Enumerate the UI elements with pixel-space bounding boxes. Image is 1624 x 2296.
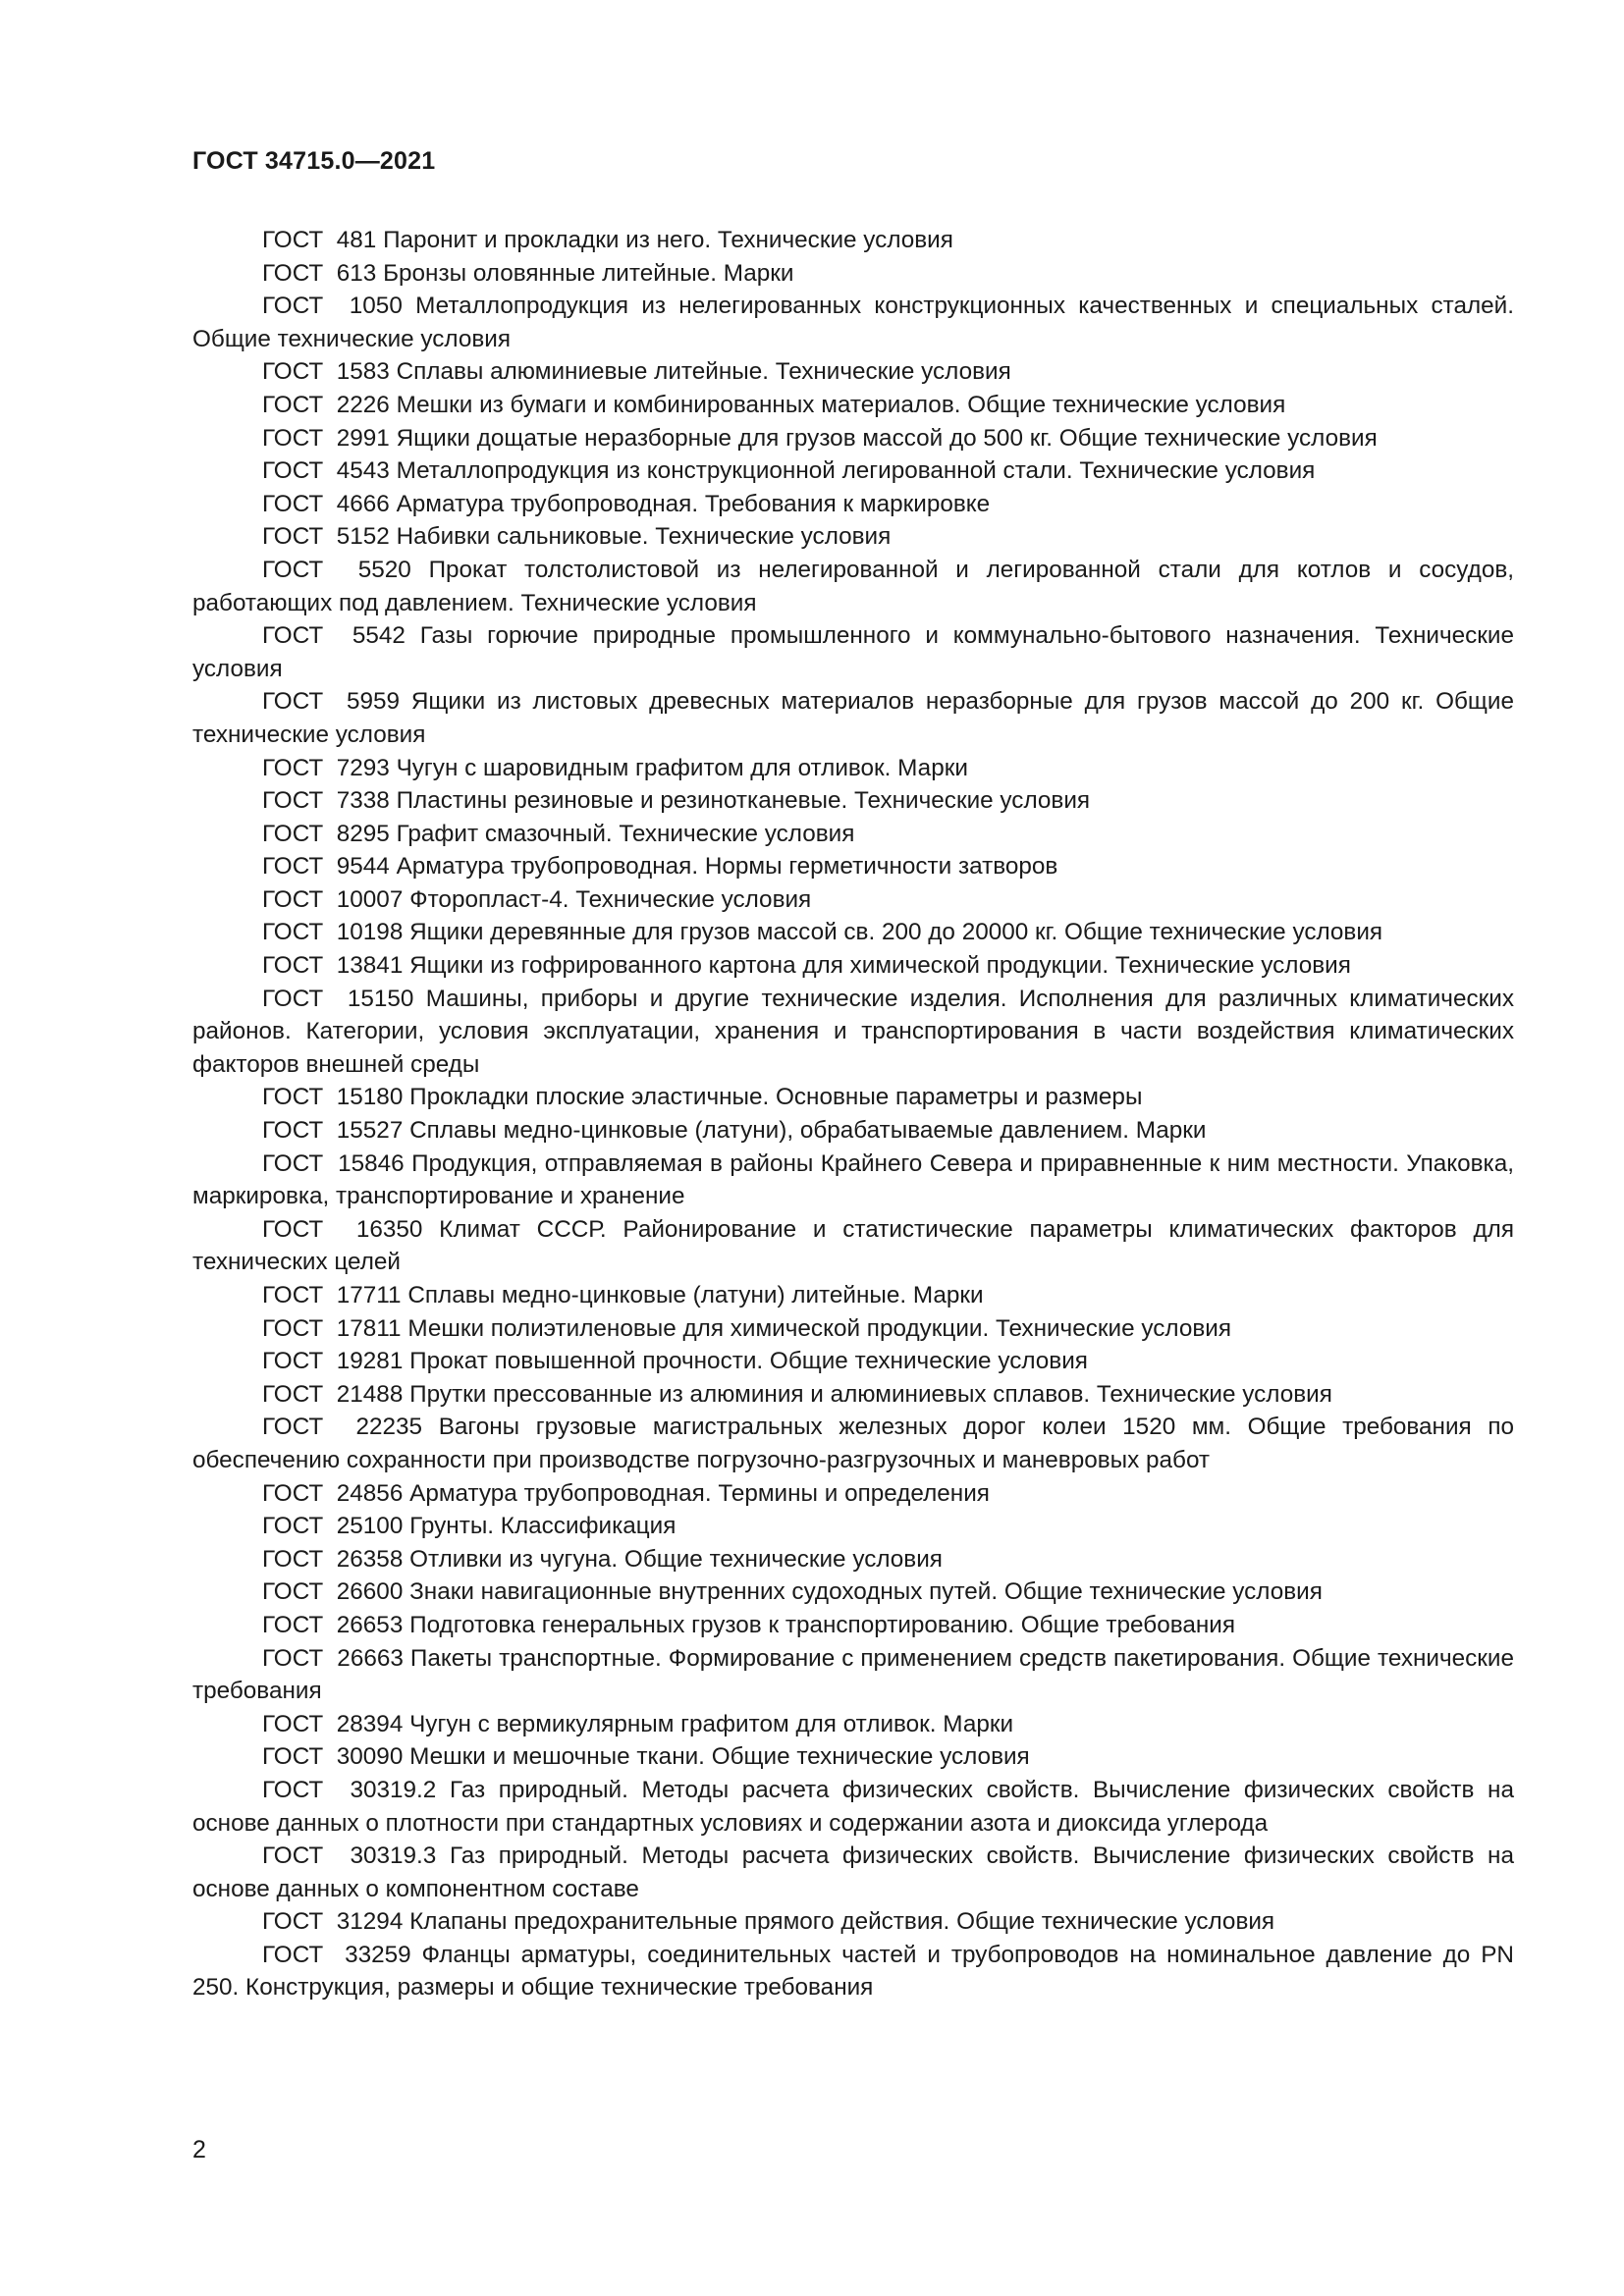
reference-code: ГОСТ 9544 xyxy=(262,853,390,881)
reference-code: ГОСТ 2991 xyxy=(262,424,390,452)
reference-code: ГОСТ 15150 xyxy=(262,985,414,1012)
reference-code: ГОСТ 4666 xyxy=(262,490,390,517)
reference-title: Бронзы оловянные литейные. Марки xyxy=(383,259,794,287)
reference-item xyxy=(192,619,1514,685)
reference-title: Вагоны грузовые магистральных железных дорог колеи 1520 мм. Общие требования по обеспечению сохранности при производстве погрузочно-разгрузочных и маневровых работ xyxy=(192,1414,1514,1473)
reference-title: Отливки из чугуна. Общие технические условия xyxy=(409,1545,943,1573)
reference-title: Газ природный. Методы расчета физических свойств. Вычисление физических свойств на основе данных о плотности при стандартных условиях и содержании азота и диоксида углерода xyxy=(192,1776,1514,1837)
reference-item xyxy=(192,1279,1514,1312)
reference-code: ГОСТ 2226 xyxy=(262,391,390,418)
reference-title: Машины, приборы и другие технические изделия. Исполнения для различных климатических районов. Категории, условия эксплуатации, хранения и транспортирования в части воздействия климатических факторов внешней среды xyxy=(192,985,1514,1078)
reference-item xyxy=(192,1708,1514,1741)
reference-item xyxy=(192,422,1514,455)
reference-item xyxy=(192,1312,1514,1346)
reference-code: ГОСТ 1583 xyxy=(262,358,390,386)
reference-code: ГОСТ 481 xyxy=(262,227,377,253)
reference-item xyxy=(192,1575,1514,1609)
reference-title: Металлопродукция из конструкционной легированной стали. Технические условия xyxy=(396,457,1316,485)
reference-title: Мешки и мешочные ткани. Общие технические условия xyxy=(409,1743,1030,1771)
reference-title: Паронит и прокладки из него. Технические условия xyxy=(383,227,953,253)
reference-item xyxy=(192,1543,1514,1576)
reference-code: ГОСТ 33259 xyxy=(262,1941,411,1968)
reference-code: ГОСТ 21488 xyxy=(262,1380,404,1408)
reference-title: Набивки сальниковые. Технические условия xyxy=(396,523,892,551)
reference-code: ГОСТ 24856 xyxy=(262,1479,404,1507)
reference-title: Сплавы медно-цинковые (латуни), обрабатываемые давлением. Марки xyxy=(409,1117,1207,1145)
reference-title: Сплавы алюминиевые литейные. Технические условия xyxy=(396,358,1011,386)
reference-code: ГОСТ 28394 xyxy=(262,1710,404,1737)
reference-item xyxy=(192,850,1514,883)
reference-title: Чугун с шаровидным графитом для отливок. Марки xyxy=(396,754,968,781)
reference-title: Чугун с вермикулярным графитом для отливок. Марки xyxy=(409,1710,1014,1737)
reference-item xyxy=(192,1740,1514,1774)
reference-code: ГОСТ 26653 xyxy=(262,1611,404,1638)
reference-item xyxy=(192,685,1514,751)
reference-title: Фторопласт-4. Технические условия xyxy=(409,885,812,913)
reference-code: ГОСТ 8295 xyxy=(262,820,390,847)
reference-code: ГОСТ 7338 xyxy=(262,787,390,815)
reference-code: ГОСТ 25100 xyxy=(262,1513,404,1540)
reference-title: Ящики из листовых древесных материалов неразборные для грузов массой до 200 кг. Общие технические условия xyxy=(192,688,1514,748)
page-number: 2 xyxy=(192,2136,206,2163)
reference-title: Арматура трубопроводная. Требования к маркировке xyxy=(396,490,991,517)
reference-code: ГОСТ 5152 xyxy=(262,523,390,551)
reference-item xyxy=(192,1905,1514,1939)
reference-title: Грунты. Классификация xyxy=(409,1513,677,1540)
reference-title: Арматура трубопроводная. Термины и определения xyxy=(409,1479,990,1507)
reference-title: Ящики деревянные для грузов массой св. 200 до 20000 кг. Общие технические условия xyxy=(409,919,1383,946)
reference-title: Подготовка генеральных грузов к транспортированию. Общие требования xyxy=(409,1611,1236,1638)
reference-item xyxy=(192,1840,1514,1905)
reference-code: ГОСТ 31294 xyxy=(262,1908,404,1936)
reference-item xyxy=(192,1213,1514,1279)
reference-code: ГОСТ 10198 xyxy=(262,919,404,946)
reference-code: ГОСТ 13841 xyxy=(262,952,404,980)
reference-code: ГОСТ 19281 xyxy=(262,1348,404,1375)
reference-title: Пластины резиновые и резинотканевые. Технические условия xyxy=(396,787,1091,815)
reference-title: Климат СССР. Районирование и статистические параметры климатических факторов для технических целей xyxy=(192,1215,1514,1276)
reference-item xyxy=(192,1609,1514,1642)
reference-code: ГОСТ 26358 xyxy=(262,1545,404,1573)
reference-title: Мешки полиэтиленовые для химической продукции. Технические условия xyxy=(407,1314,1231,1342)
reference-item xyxy=(192,752,1514,785)
reference-item xyxy=(192,1939,1514,2004)
reference-title: Ящики дощатые неразборные для грузов массой до 500 кг. Общие технические условия xyxy=(396,424,1378,452)
reference-item xyxy=(192,520,1514,554)
reference-title: Ящики из гофрированного картона для химической продукции. Технические условия xyxy=(409,952,1351,980)
reference-item xyxy=(192,983,1514,1082)
reference-code: ГОСТ 30319.3 xyxy=(262,1842,437,1870)
reference-title: Прутки прессованные из алюминия и алюминиевых сплавов. Технические условия xyxy=(409,1380,1332,1408)
reference-item xyxy=(192,784,1514,818)
reference-code: ГОСТ 10007 xyxy=(262,885,404,913)
reference-code: ГОСТ 17711 xyxy=(262,1282,402,1308)
reference-item xyxy=(192,1477,1514,1511)
reference-title: Прокладки плоские эластичные. Основные параметры и размеры xyxy=(409,1084,1143,1111)
reference-code: ГОСТ 15846 xyxy=(262,1149,405,1177)
reference-item xyxy=(192,1114,1514,1148)
reference-item xyxy=(192,1411,1514,1476)
reference-item xyxy=(192,454,1514,488)
reference-title: Металлопродукция из нелегированных конструкционных качественных и специальных сталей. Общие технические условия xyxy=(192,293,1514,352)
reference-code: ГОСТ 15527 xyxy=(262,1117,404,1145)
reference-item xyxy=(192,1642,1514,1708)
normative-references-list xyxy=(192,224,1514,2004)
reference-item xyxy=(192,1510,1514,1543)
reference-item xyxy=(192,1081,1514,1114)
reference-title: Прокат толстолистовой из нелегированной и легированной стали для котлов и сосудов, работающих под давлением. Технические условия xyxy=(192,556,1514,616)
reference-item xyxy=(192,1378,1514,1412)
reference-title: Графит смазочный. Технические условия xyxy=(396,820,855,847)
reference-code: ГОСТ 4543 xyxy=(262,457,390,485)
reference-title: Фланцы арматуры, соединительных частей и трубопроводов на номинальное давление до PN 250. Конструкция, размеры и общие технические требования xyxy=(192,1941,1514,2002)
reference-item xyxy=(192,389,1514,422)
reference-item xyxy=(192,257,1514,291)
reference-code: ГОСТ 5520 xyxy=(262,556,411,583)
reference-title: Прокат повышенной прочности. Общие технические условия xyxy=(409,1348,1088,1375)
reference-title: Клапаны предохранительные прямого действия. Общие технические условия xyxy=(409,1908,1275,1936)
reference-title: Газы горючие природные промышленного и коммунально-бытового назначения. Технические условия xyxy=(192,622,1514,682)
reference-code: ГОСТ 15180 xyxy=(262,1084,404,1111)
reference-code: ГОСТ 22235 xyxy=(262,1414,423,1441)
reference-title: Мешки из бумаги и комбинированных материалов. Общие технические условия xyxy=(396,391,1286,418)
reference-title: Пакеты транспортные. Формирование с применением средств пакетирования. Общие технические требования xyxy=(192,1644,1514,1705)
reference-code: ГОСТ 5959 xyxy=(262,688,401,716)
reference-item xyxy=(192,1774,1514,1840)
reference-item xyxy=(192,1345,1514,1378)
reference-item xyxy=(192,949,1514,983)
reference-code: ГОСТ 5542 xyxy=(262,622,406,650)
reference-code: ГОСТ 30319.2 xyxy=(262,1776,437,1803)
reference-item xyxy=(192,1148,1514,1213)
reference-code: ГОСТ 16350 xyxy=(262,1215,423,1243)
reference-code: ГОСТ 26600 xyxy=(262,1578,404,1606)
reference-item xyxy=(192,488,1514,521)
reference-title: Знаки навигационные внутренних судоходных путей. Общие технические условия xyxy=(409,1578,1323,1606)
reference-title: Газ природный. Методы расчета физических свойств. Вычисление физических свойств на основе данных о компонентном составе xyxy=(192,1842,1514,1902)
reference-item xyxy=(192,224,1514,257)
document-number: ГОСТ 34715.0—2021 xyxy=(192,147,436,175)
reference-title: Арматура трубопроводная. Нормы герметичности затворов xyxy=(396,853,1058,881)
reference-item xyxy=(192,554,1514,619)
reference-item xyxy=(192,355,1514,389)
reference-item xyxy=(192,883,1514,917)
reference-code: ГОСТ 17811 xyxy=(262,1314,402,1342)
reference-item xyxy=(192,818,1514,851)
reference-code: ГОСТ 613 xyxy=(262,259,377,287)
reference-code: ГОСТ 26663 xyxy=(262,1644,404,1672)
reference-title: Продукция, отправляемая в районы Крайнего Севера и приравненные к ним местности. Упаковка, маркировка, транспортирование и хранение xyxy=(192,1149,1514,1210)
reference-code: ГОСТ 1050 xyxy=(262,293,403,320)
reference-item xyxy=(192,916,1514,949)
reference-title: Сплавы медно-цинковые (латуни) литейные. Марки xyxy=(407,1282,984,1308)
reference-code: ГОСТ 30090 xyxy=(262,1743,404,1771)
reference-code: ГОСТ 7293 xyxy=(262,754,390,781)
reference-item xyxy=(192,290,1514,355)
